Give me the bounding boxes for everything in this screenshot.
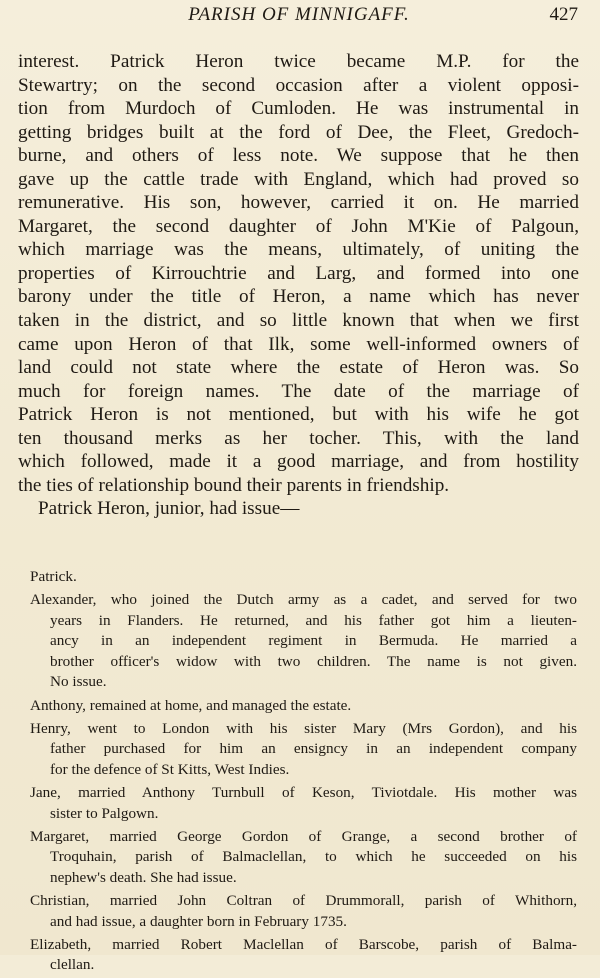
issue-line: and had issue, a daughter born in February 1735. <box>50 912 347 930</box>
issue-line: Troquhain, parish of Balmaclellan, to which he succeeded on his <box>50 848 577 866</box>
text-line: Margaret, the second daughter of John M'Kie of Palgoun, <box>18 215 579 237</box>
issue-entry <box>30 935 577 976</box>
issue-line: for the defence of St Kitts, West Indies. <box>50 760 290 778</box>
text-line: Patrick Heron is not mentioned, but with his wife he got <box>18 404 579 426</box>
text-line: taken in the district, and so little known that when we first <box>18 310 579 332</box>
issue-line: nephew's death. She had issue. <box>50 868 237 886</box>
issue-list <box>30 567 577 978</box>
text-line: which followed, made it a good marriage, and from hostility <box>18 451 579 473</box>
issue-entry <box>30 827 577 889</box>
text-line: tion from Murdoch of Cumloden. He was instrumental in <box>18 98 579 120</box>
issue-entry <box>30 783 577 824</box>
issue-line: clellan. <box>50 956 95 974</box>
page-number: 427 <box>549 4 578 25</box>
issue-line: Henry, went to London with his sister Mary (Mrs Gordon), and his <box>30 719 577 737</box>
issue-entry <box>30 696 577 717</box>
issue-line: years in Flanders. He returned, and his father got him a lieuten- <box>50 611 577 629</box>
text-line: land could not state where the estate of Heron was. So <box>18 357 579 379</box>
issue-line: No issue. <box>50 673 107 691</box>
text-line: came upon Heron of that Ilk, some well-informed owners of <box>18 333 579 355</box>
issue-entry <box>30 590 577 693</box>
issue-line: ancy in an independent regiment in Bermuda. He married a <box>50 632 577 650</box>
text-line: interest. Patrick Heron twice became M.P. for the <box>18 51 579 72</box>
text-line: properties of Kirrouchtrie and Larg, and formed into one <box>18 262 579 284</box>
issue-line: sister to Palgown. <box>50 804 159 822</box>
issue-entry <box>30 719 577 781</box>
running-head <box>18 2 580 28</box>
issue-line: Anthony, remained at home, and managed the estate. <box>30 696 352 714</box>
issue-line: Patrick. <box>30 568 77 585</box>
text-line: remunerative. His son, however, carried it on. He married <box>18 192 579 214</box>
issue-line: Alexander, who joined the Dutch army as a cadet, and served for two <box>30 591 577 609</box>
text-line: which marriage was the means, ultimately, of uniting the <box>18 239 579 261</box>
main-paragraph <box>18 50 579 521</box>
text-line: gave up the cattle trade with England, which had proved so <box>18 168 579 190</box>
issue-intro: Patrick Heron, junior, had issue— <box>38 498 300 520</box>
issue-line: brother officer's widow with two children. The name is not given. <box>50 652 577 670</box>
text-line: the ties of relationship bound their parents in friendship. <box>18 474 450 496</box>
text-line: barony under the title of Heron, a name which has never <box>18 286 579 308</box>
running-title: PARISH OF MINNIGAFF. <box>188 4 410 25</box>
issue-line: Margaret, married George Gordon of Grange, a second brother of <box>30 827 577 845</box>
text-line: getting bridges built at the ford of Dee, the Fleet, Gredoch- <box>18 121 579 143</box>
issue-entry <box>30 567 577 588</box>
issue-line: Elizabeth, married Robert Maclellan of Barscobe, parish of Balma- <box>30 935 577 953</box>
text-line: much for foreign names. The date of the marriage of <box>18 380 579 402</box>
text-line: burne, and others of less note. We suppose that he then <box>18 145 579 167</box>
text-line: Stewartry; on the second occasion after a violent opposi- <box>18 74 579 96</box>
issue-line: father purchased for him an ensigncy in an independent company <box>50 740 577 758</box>
issue-entry <box>30 891 577 932</box>
text-line: ten thousand merks as her tocher. This, with the land <box>18 427 579 449</box>
issue-line: Jane, married Anthony Turnbull of Keson, Tiviotdale. His mother was <box>30 783 577 801</box>
issue-line: Christian, married John Coltran of Drummorall, parish of Whithorn, <box>30 891 577 909</box>
